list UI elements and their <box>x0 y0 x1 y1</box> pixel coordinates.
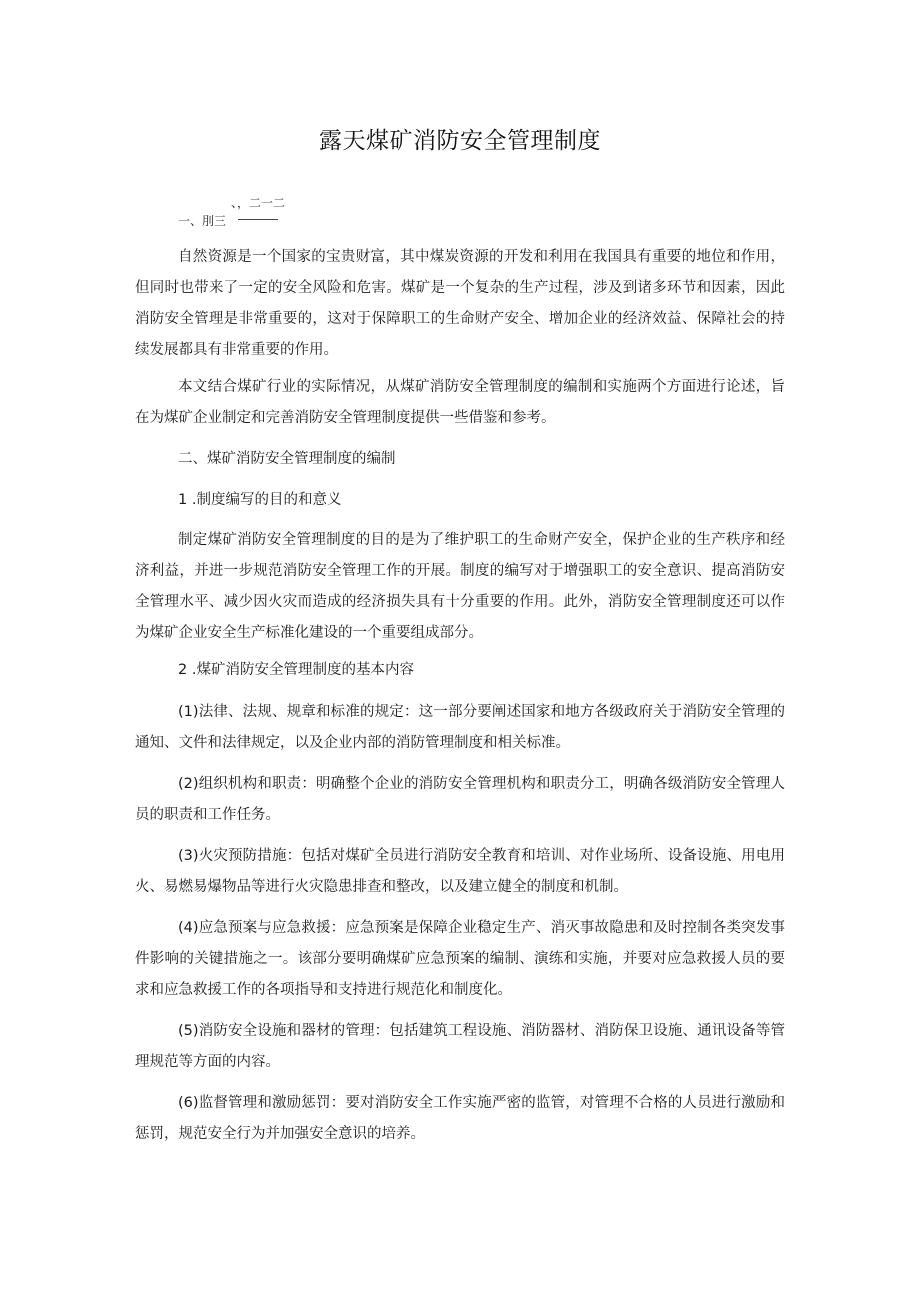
garbled-heading-rule <box>238 219 278 220</box>
list-item-4: (4)应急预案与应急救援：应急预案是保障企业稳定生产、消灭事故隐患和及时控制各类突发事件影响的关键措施之一。该部分要明确煤矿应急预案的编制、演练和实施，并要对应急救援人员的要求和应急救援工作的各项指导和支持进行规范化和制度化。 <box>135 920 785 998</box>
garbled-heading-bottom: 一、刖三 <box>178 214 227 228</box>
paragraph-intro: 自然资源是一个国家的宝贵财富，其中煤炭资源的开发和利用在我国具有重要的地位和作用，但同时也带来了一定的安全风险和危害。煤矿是一个复杂的生产过程，涉及到诸多环节和因素，因此消防安全管理是非常重要的，这对于保障职工的生命财产安全、增加企业的经济效益、保障社会的持续发展都具有非常重要的作用。 <box>135 249 785 358</box>
paragraph-objectives: 制定煤矿消防安全管理制度的目的是为了维护职工的生命财产安全，保护企业的生产秩序和经济利益，并进一步规范消防安全管理工作的开展。制度的编写对于增强职工的安全意识、提高消防安全管理水平、减少因火灾而造成的经济损失具有十分重要的作用。此外，消防安全管理制度还可以作为煤矿企业安全生产标准化建设的一个重要组成部分。 <box>135 532 785 641</box>
garbled-heading-top: 、，二一二 <box>231 196 286 210</box>
list-item-1: (1)法律、法规、规章和标准的规定：这一部分要阐述国家和地方各级政府关于消防安全管理的通知、文件和法律规定，以及企业内部的消防管理制度和相关标准。 <box>135 704 785 751</box>
list-item-6: (6)监督管理和激励惩罚：要对消防安全工作实施严密的监管，对管理不合格的人员进行激励和惩罚，规范安全行为并加强安全意识的培养。 <box>135 1095 785 1142</box>
section-heading-garbled <box>178 196 298 236</box>
section-heading-2: 二、煤矿消防安全管理制度的编制 <box>178 451 396 467</box>
subsection-heading-2-1: 1 .制度编写的目的和意义 <box>178 492 342 508</box>
list-item-3: (3)火灾预防措施：包括对煤矿全员进行消防安全教育和培训、对作业场所、设备设施、用电用火、易燃易爆物品等进行火灾隐患排查和整改，以及建立健全的制度和机制。 <box>135 848 785 895</box>
list-item-5: (5)消防安全设施和器材的管理：包括建筑工程设施、消防器材、消防保卫设施、通讯设备等管理规范等方面的内容。 <box>135 1023 785 1070</box>
list-item-2: (2)组织机构和职责：明确整个企业的消防安全管理机构和职责分工，明确各级消防安全管理人员的职责和工作任务。 <box>135 776 785 823</box>
document-title: 露天煤矿消防安全管理制度 <box>319 128 601 154</box>
paragraph-purpose: 本文结合煤矿行业的实际情况，从煤矿消防安全管理制度的编制和实施两个方面进行论述，旨在为煤矿企业制定和完善消防安全管理制度提供一些借鉴和参考。 <box>135 379 785 426</box>
subsection-heading-2-2: 2 .煤矿消防安全管理制度的基本内容 <box>178 662 414 678</box>
